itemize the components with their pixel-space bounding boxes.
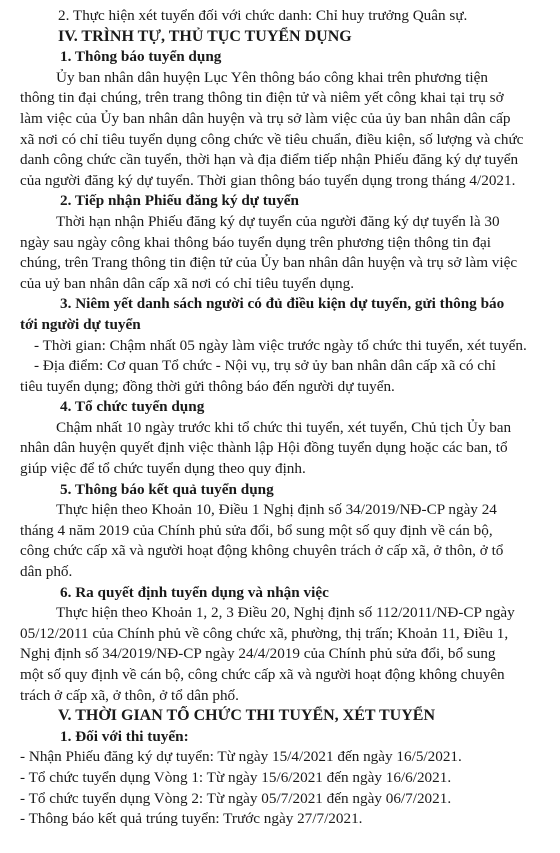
paragraph-line: trách ở cấp xã, ở thôn, ở tổ dân phố. bbox=[20, 686, 239, 704]
paragraph-line: Ủy ban nhân dân huyện Lục Yên thông báo công khai trên phương tiện bbox=[56, 68, 488, 86]
paragraph-line: dân phố. bbox=[20, 563, 73, 581]
paragraph-line: xã nơi có chỉ tiêu tuyển dụng công chức về tiêu chuẩn, điều kiện, số lượng và chức bbox=[20, 130, 524, 148]
paragraph-line: nhân dân huyện quyết định việc thành lập Hội đồng tuyển dụng hoặc các ban, tổ bbox=[20, 439, 508, 457]
paragraph-line: ngày sau ngày công khai thông báo tuyển dụng trên phương tiện thông tin đại bbox=[20, 233, 491, 251]
paragraph-line: tiêu tuyển dụng; đồng thời gửi thông báo đến người dự tuyển. bbox=[20, 377, 395, 395]
paragraph-line: của uỷ ban nhân dân cấp xã nơi có chỉ tiêu tuyển dụng. bbox=[20, 274, 355, 292]
subheading-tiep-nhan-phieu: 2. Tiếp nhận Phiếu đăng ký dự tuyển bbox=[60, 192, 299, 210]
subheading-to-chuc-tuyen-dung: 4. Tổ chức tuyển dụng bbox=[60, 398, 205, 416]
section-v-heading: V. THỜI GIAN TỔ CHỨC THI TUYỂN, XÉT TUYỂN bbox=[58, 707, 435, 725]
subheading-niem-yet-danh-sach: 3. Niêm yết danh sách người có đủ điều kiện dự tuyển, gửi thông báo bbox=[60, 295, 505, 313]
subheading-thong-bao-ket-qua: 5. Thông báo kết quả tuyển dụng bbox=[60, 480, 274, 498]
subheading-ra-quyet-dinh: 6. Ra quyết định tuyển dụng và nhận việc bbox=[60, 583, 329, 601]
paragraph-line: chúng, trên Trang thông tin điện tử của Ủy ban nhân dân huyện và trụ sở làm việc bbox=[20, 254, 518, 272]
list-item-vong-2: - Tổ chức tuyển dụng Vòng 2: Từ ngày 05/7/2021 đến ngày 06/7/2021. bbox=[20, 789, 452, 807]
paragraph-line: Thời hạn nhận Phiếu đăng ký dự tuyển của người đăng ký dự tuyển là 30 bbox=[56, 212, 500, 230]
list-item-vong-1: - Tổ chức tuyển dụng Vòng 1: Từ ngày 15/6/2021 đến ngày 16/6/2021. bbox=[20, 768, 452, 786]
paragraph-line: giúp việc để tổ chức tuyển dụng theo quy định. bbox=[20, 460, 306, 478]
paragraph-line: Thực hiện theo Khoản 10, Điều 1 Nghị định số 34/2019/NĐ-CP ngày 24 bbox=[56, 501, 497, 519]
list-item-thong-bao-ket-qua: - Thông báo kết quả trúng tuyển: Trước ngày 27/7/2021. bbox=[20, 810, 363, 828]
paragraph-line: công chức cấp xã và người hoạt động không chuyên trách ở cấp xã, ở thôn, ở tổ bbox=[20, 542, 504, 560]
item-2-xet-tuyen: 2. Thực hiện xét tuyển đối với chức danh: Chỉ huy trưởng Quân sự. bbox=[58, 7, 468, 24]
paragraph-line: của người đăng ký dự tuyển. Thời gian thông báo tuyển dụng trong tháng 4/2021. bbox=[20, 171, 516, 189]
paragraph-line: làm việc của Ủy ban nhân dân huyện và trụ sở làm việc của ủy ban nhân dân cấp bbox=[20, 109, 511, 127]
paragraph-line: tháng 4 năm 2019 của Chính phủ sửa đổi, bổ sung một số quy định về cán bộ, bbox=[20, 521, 493, 539]
subheading-niem-yet-danh-sach-cont: tới người dự tuyển bbox=[20, 315, 141, 333]
subheading-doi-voi-thi-tuyen: 1. Đối với thi tuyển: bbox=[60, 727, 189, 745]
paragraph-line: Thực hiện theo Khoản 1, 2, 3 Điều 20, Nghị định số 112/2011/NĐ-CP ngày bbox=[56, 604, 515, 622]
list-item-dia-diem: - Địa điểm: Cơ quan Tổ chức - Nội vụ, trụ sở ủy ban nhân dân cấp xã có chỉ bbox=[34, 357, 496, 375]
paragraph-line: Chậm nhất 10 ngày trước khi tổ chức thi tuyển, xét tuyển, Chủ tịch Ủy ban bbox=[56, 418, 512, 436]
paragraph-line: 05/12/2011 của Chính phủ về công chức xã, phường, thị trấn; Khoản 11, Điều 1, bbox=[20, 624, 509, 642]
section-iv-heading: IV. TRÌNH TỰ, THỦ TỤC TUYỂN DỤNG bbox=[58, 27, 352, 45]
list-item-thoi-gian: - Thời gian: Chậm nhất 05 ngày làm việc trước ngày tổ chức thi tuyển, xét tuyển. bbox=[34, 336, 527, 354]
paragraph-line: một số quy định về cán bộ, công chức cấp xã và người hoạt động không chuyên bbox=[20, 666, 505, 683]
list-item-nhan-phieu: - Nhận Phiếu đăng ký dự tuyển: Từ ngày 15/4/2021 đến ngày 16/5/2021. bbox=[20, 748, 462, 766]
paragraph-line: thông tin đại chúng, trên trang thông tin điện tử và niêm yết công khai tại trụ sở bbox=[20, 89, 504, 107]
paragraph-line: danh công chức cần tuyển, thời hạn và địa điểm tiếp nhận Phiếu đăng ký dự tuyển bbox=[20, 151, 519, 169]
subheading-thong-bao-tuyen-dung: 1. Thông báo tuyển dụng bbox=[60, 48, 222, 66]
paragraph-line: Nghị định số 34/2019/NĐ-CP ngày 24/4/2019 của Chính phủ sửa đổi, bổ sung bbox=[20, 645, 496, 663]
